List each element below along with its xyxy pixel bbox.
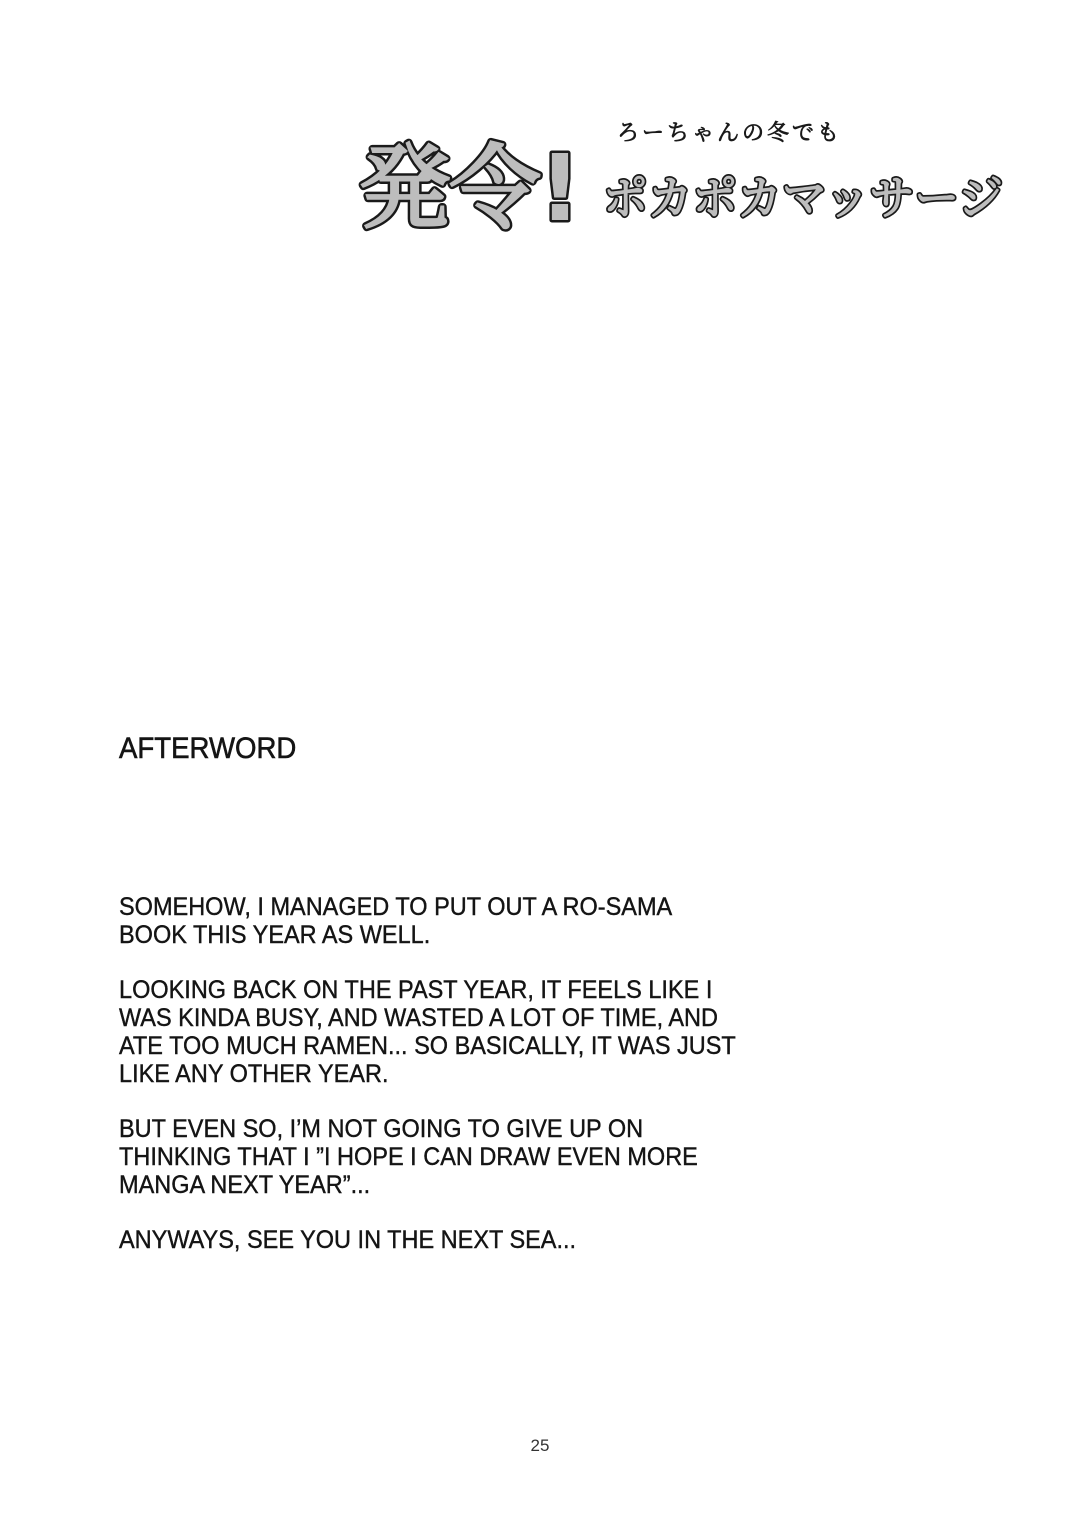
afterword-heading: AFTERWORD	[119, 732, 297, 765]
title-logo	[355, 108, 1015, 238]
afterword-paragraph-4: ANYWAYS, SEE YOU IN THE NEXT SEA...	[119, 1226, 577, 1254]
logo-subtitle-text: ろーちゃんの冬でも	[617, 121, 843, 146]
logo-main-text: 発令!	[359, 135, 579, 238]
page-number: 25	[530, 1436, 550, 1455]
title-logo-art	[355, 108, 1015, 238]
logo-sub-main-text: ポカポカマッサージ	[603, 171, 1003, 225]
afterword-paragraph-1: SOMEHOW, I MANAGED TO PUT OUT A RO-SAMA BOOK THIS YEAR AS WELL.	[119, 893, 673, 949]
afterword-body	[119, 893, 879, 1281]
afterword-paragraph-3: BUT EVEN SO, I’M NOT GOING TO GIVE UP ON THINKING THAT I ”I HOPE I CAN DRAW EVEN MORE MANGA NEXT YEAR”...	[119, 1115, 698, 1199]
afterword-paragraph-2: LOOKING BACK ON THE PAST YEAR, IT FEELS LIKE I WAS KINDA BUSY, AND WASTED A LOT OF TIME, AND ATE TOO MUCH RAMEN... SO BASICALLY, IT WAS JUST LIKE ANY OTHER YEAR.	[119, 976, 736, 1088]
